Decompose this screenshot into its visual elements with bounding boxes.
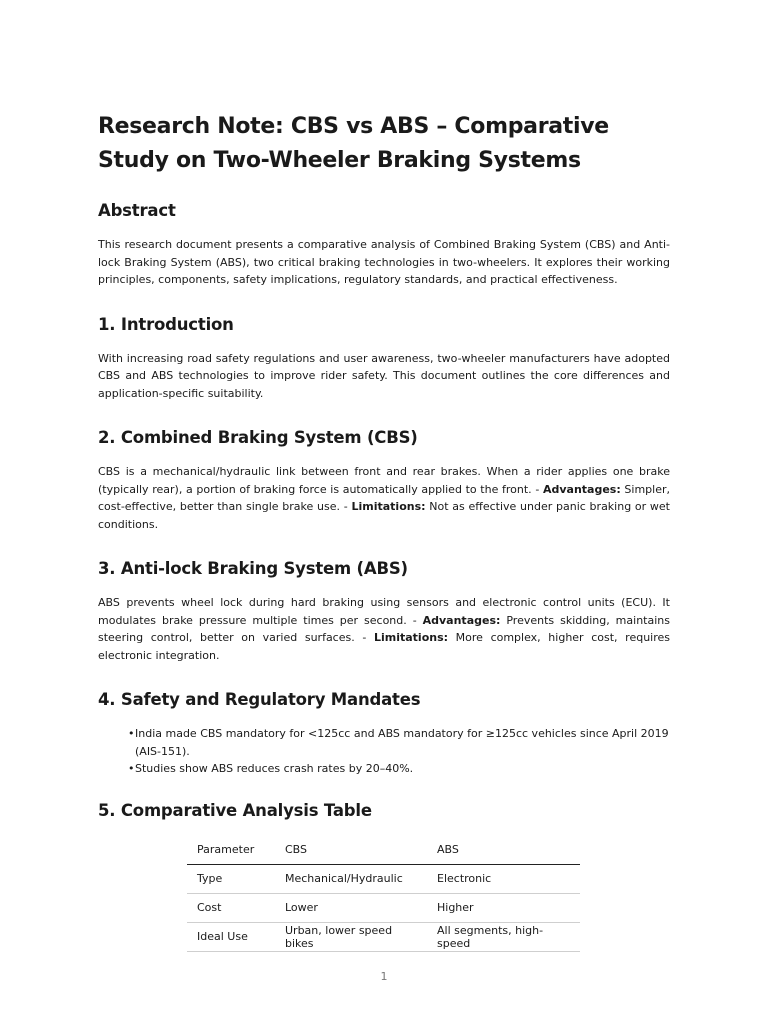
safety-list [98,725,670,778]
document-page [98,110,670,952]
cbs-text [98,463,670,533]
abs-limitations-label: Limitations: [373,631,449,644]
abs-advantages-label: Advantages: [422,613,501,627]
cbs-description: CBS is a mechanical/hydraulic link between front and rear brakes. When a rider applies one brake (typically rear), a portion of braking force is automatically applied to the front. - [98,465,670,496]
list-item [128,725,670,760]
abs-description: ABS prevents wheel lock during hard braking using sensors and electronic control units (ECU). It modulates brake pressure multiple times per second. - [98,596,670,627]
abs-limitations-text: More complex, higher cost, requires electronic integration. [98,631,671,662]
bullet: • [128,727,135,740]
table-cell: Type [197,872,223,885]
page-number: 1 [380,970,388,983]
cbs-advantages-label: Advantages: [542,482,621,496]
table-cell: All segments, high-speed [437,923,544,950]
list-item-text: India made CBS mandatory for <125cc and ABS mandatory for ≥125cc vehicles since April 2019 (AIS-151). [135,727,669,758]
header-cell: ABS [437,843,459,856]
table-cell: Mechanical/Hydraulic [285,872,403,885]
comparison-heading: 5. Comparative Analysis Table [98,800,372,820]
cbs-advantages-text: Simpler, cost-effective, better than single brake use. - [98,482,670,513]
list-item [128,760,670,778]
table-cell: Ideal Use [197,930,248,943]
table-cell: Higher [437,901,474,914]
cbs-limitations-label: Limitations: [351,500,426,513]
table-cell: Urban, lower speed bikes [285,923,393,950]
comparison-table-wrapper [187,836,670,952]
safety-heading: 4. Safety and Regulatory Mandates [98,690,421,709]
cbs-limitations-text: Not as effective under panic braking or wet conditions. [98,500,671,531]
introduction-text: With increasing road safety regulations and user awareness, two-wheeler manufacturers have adopted CBS and ABS technologies to improve rider safety. This document outlines the core differences and application-specific suitability. [98,351,670,400]
header-cell: CBS [285,843,308,856]
table-cell: Electronic [437,872,492,885]
table-cell: Cost [197,901,222,914]
list-item-text: Studies show ABS reduces crash rates by 20–40%. [135,762,414,775]
table-row [187,893,580,922]
abstract-text: This research document presents a comparative analysis of Combined Braking System (CBS) and Anti-lock Braking System (ABS), two critical braking technologies in two-wheelers. It explores their working principles, components, safety implications, regulatory standards, and practical effectiveness. [98,238,670,286]
table-cell: Lower [285,901,318,914]
introduction-heading: 1. Introduction [98,314,234,334]
abs-heading: 3. Anti-lock Braking System (ABS) [98,559,408,578]
abs-advantages-text: Prevents skidding, maintains steering control, better on varied surfaces. - [98,613,670,644]
comparison-table [187,836,580,952]
header-cell: Parameter [197,843,255,856]
bullet: • [128,762,135,775]
document-title: Research Note: CBS vs ABS – Comparative Study on Two-Wheeler Braking Systems [98,114,609,173]
abstract-heading: Abstract [98,201,176,220]
cbs-heading: 2. Combined Braking System (CBS) [98,428,418,447]
table-row [187,922,580,951]
table-row [187,864,580,893]
table-header-row [187,836,580,865]
abs-text [98,594,670,664]
